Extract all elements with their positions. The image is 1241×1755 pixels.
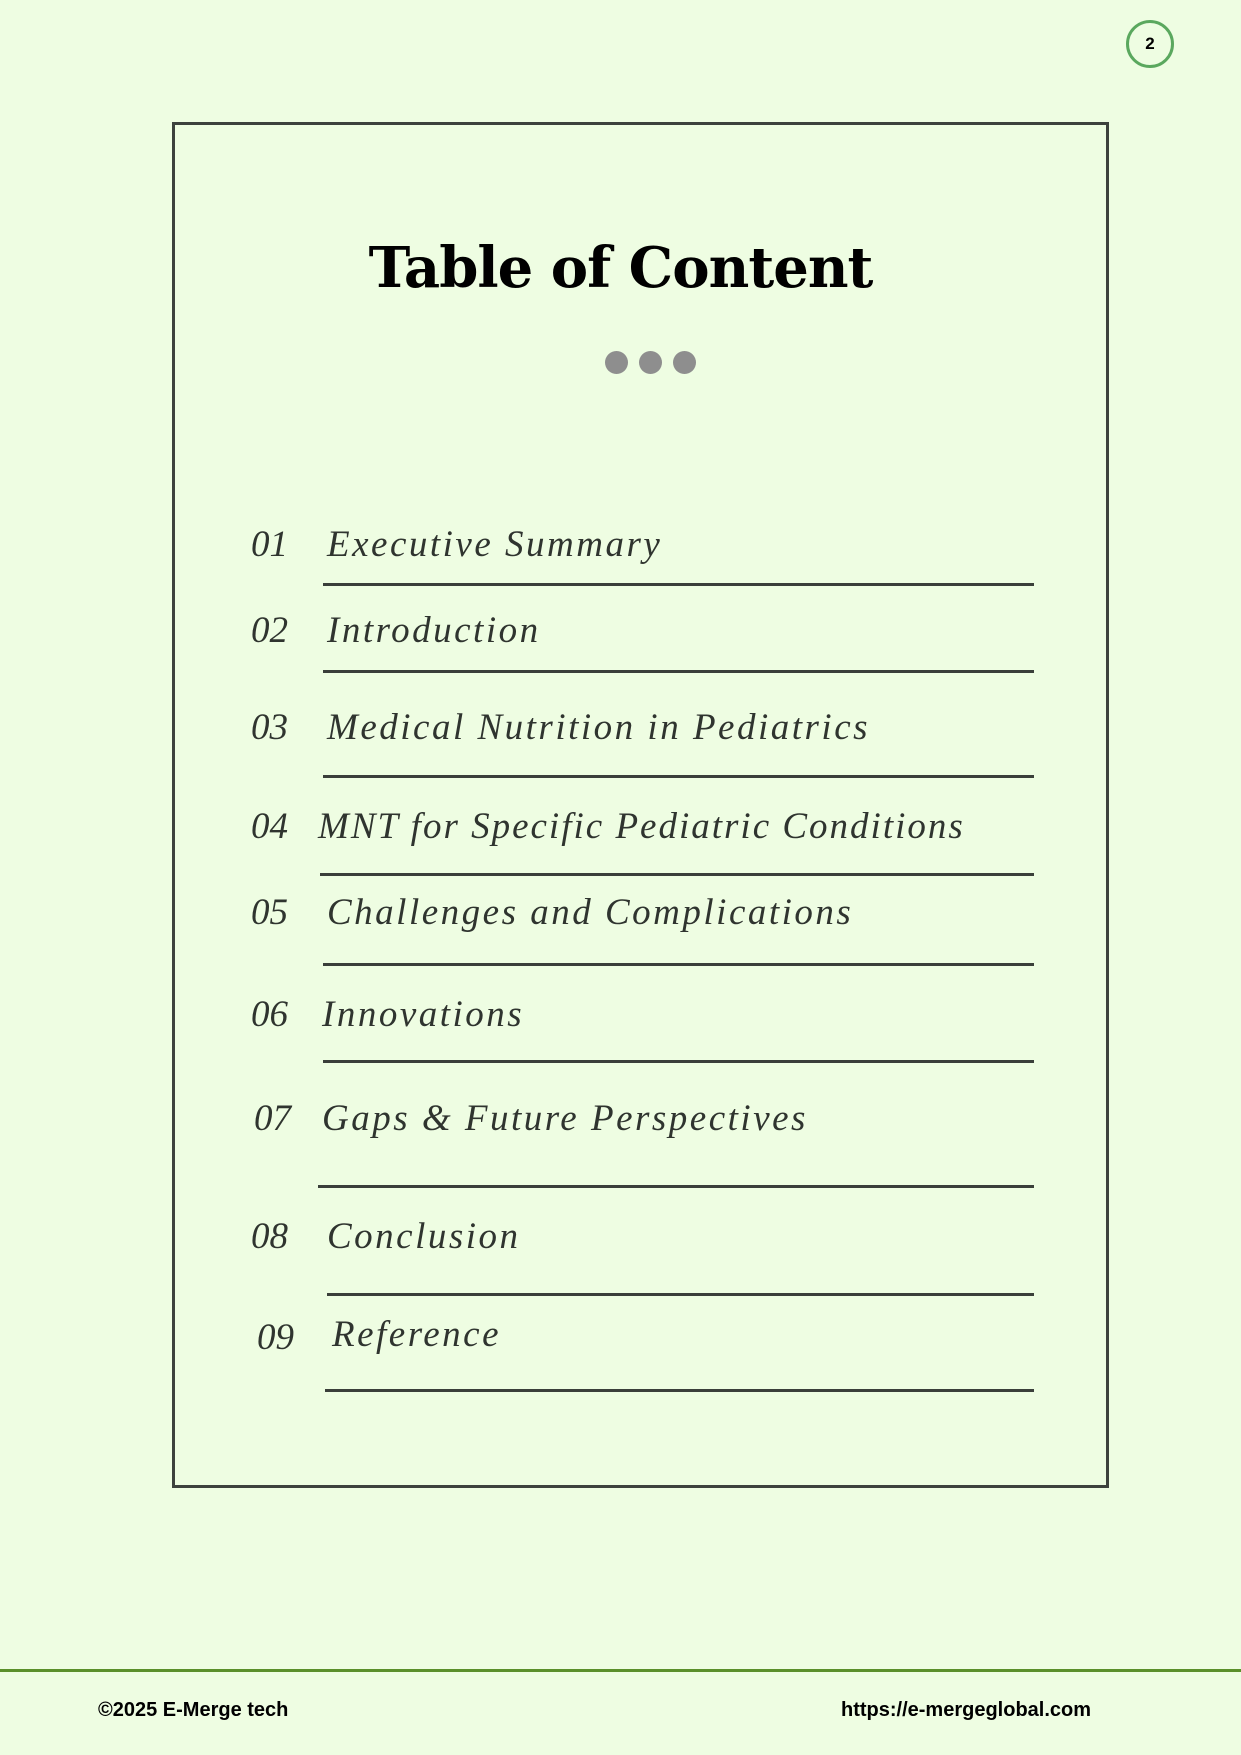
page-title: Table of Content xyxy=(368,235,873,301)
toc-rule xyxy=(323,670,1034,673)
toc-rule xyxy=(327,1293,1034,1296)
footer-copyright: ©2025 E-Merge tech xyxy=(98,1699,289,1721)
toc-number: 02 xyxy=(251,610,288,651)
toc-label[interactable]: Reference xyxy=(332,1314,502,1355)
toc-rule xyxy=(325,1389,1034,1392)
decorative-dots xyxy=(605,351,696,374)
toc-label[interactable]: Executive Summary xyxy=(327,524,663,565)
toc-number: 01 xyxy=(251,524,288,565)
toc-number: 06 xyxy=(251,994,288,1035)
dot-icon xyxy=(639,351,662,374)
toc-number: 04 xyxy=(251,806,288,847)
toc-frame xyxy=(172,122,1109,1488)
toc-rule xyxy=(323,583,1034,586)
footer-url-link[interactable]: https://e-mergeglobal.com xyxy=(841,1699,1092,1721)
toc-label[interactable]: Gaps & Future Perspectives xyxy=(322,1098,808,1139)
toc-label[interactable]: Medical Nutrition in Pediatrics xyxy=(327,707,871,748)
footer-rule xyxy=(0,1669,1241,1672)
toc-rule xyxy=(323,775,1034,778)
toc-number: 08 xyxy=(251,1216,288,1257)
toc-label[interactable]: MNT for Specific Pediatric Conditions xyxy=(318,806,965,847)
page-number-badge: 2 xyxy=(1126,20,1174,68)
toc-rule xyxy=(320,873,1034,876)
toc-number: 07 xyxy=(254,1098,291,1139)
toc-label[interactable]: Introduction xyxy=(327,610,541,651)
toc-number: 03 xyxy=(251,707,288,748)
toc-rule xyxy=(323,1060,1034,1063)
toc-label[interactable]: Conclusion xyxy=(327,1216,521,1257)
toc-rule xyxy=(323,963,1034,966)
dot-icon xyxy=(605,351,628,374)
toc-label[interactable]: Challenges and Complications xyxy=(327,892,854,933)
toc-label[interactable]: Innovations xyxy=(322,994,525,1035)
dot-icon xyxy=(673,351,696,374)
toc-rule xyxy=(318,1185,1034,1188)
toc-number: 05 xyxy=(251,892,288,933)
toc-number: 09 xyxy=(257,1317,294,1358)
